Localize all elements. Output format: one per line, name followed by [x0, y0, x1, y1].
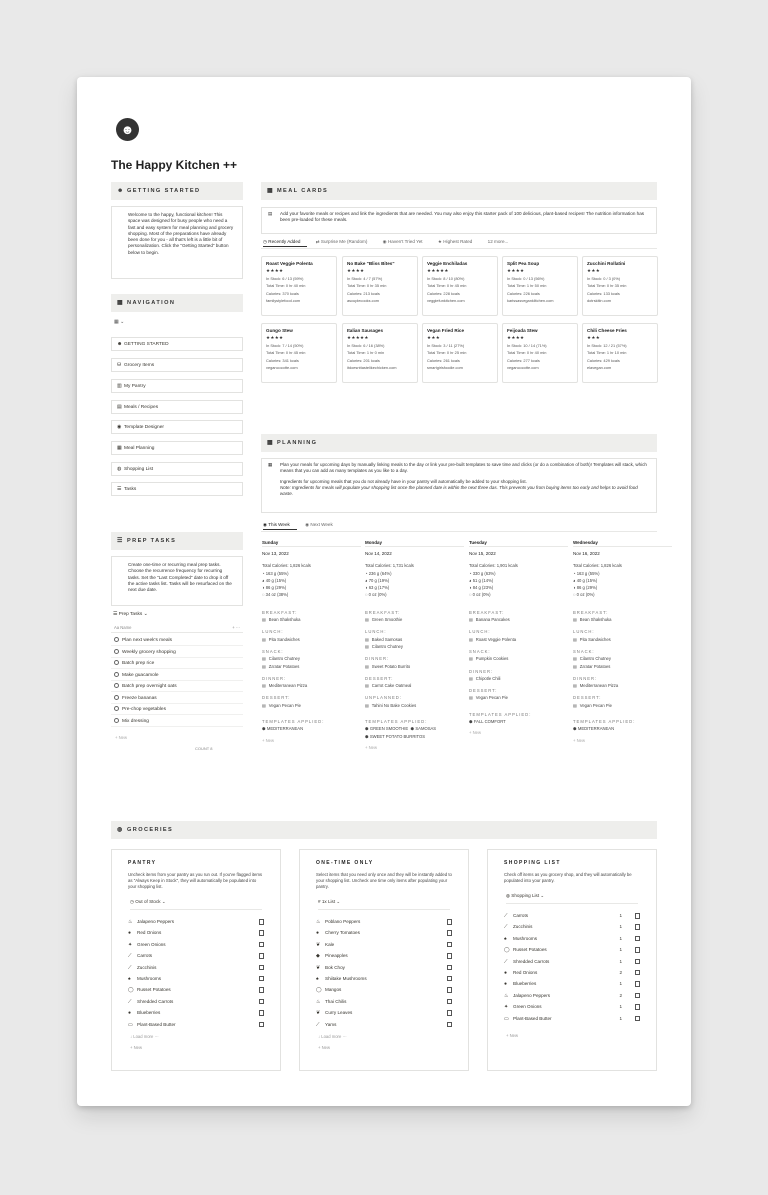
recipe-icon: ▤	[117, 404, 122, 410]
onion-icon: ✦	[128, 941, 133, 948]
pantry-panel: PANTRY Uncheck items from your pantry as you run out. If you've flagged items as "Always Keep in Stock", they will automatically be populated into your shopping list. ◷ Out of Stock ⌄ ♨ Jalapeno Peppers ● Red Onions ✦ Green Onions ⟋ Carrots ⟋ Zucchinis ♠ Mushrooms ◯ Russet Potatoes ⟋ Shredded Carrots ● Blueberries ▭ Plant-Based Butter ↓ Load more ··· + New	[111, 849, 281, 1071]
calendar-icon: ▦	[117, 445, 122, 451]
onetime-item[interactable]: ♠ Shiitake Mushrooms	[316, 973, 452, 984]
tab-recently-added[interactable]: ◷ Recently Added	[263, 239, 307, 247]
meal-cards-tabs	[263, 239, 515, 245]
pantry-item[interactable]: ▭ Plant-Based Butter	[128, 1019, 264, 1030]
checkbox[interactable]	[259, 976, 265, 982]
grocery-icon: ⛁	[117, 362, 122, 368]
smiley-icon: ☻	[116, 118, 139, 141]
carrot-icon: ⟋	[128, 998, 132, 1005]
nav-getting-started[interactable]: ☻ GETTING STARTED	[111, 337, 243, 351]
smile-icon: ☻	[117, 341, 123, 347]
checkbox[interactable]	[259, 1010, 265, 1016]
getting-started-text: Welcome to the happy, functional kitchen! This space was designed for busy people who need a fast and easy system for meal planning and grocery shopping. Most of the preparations have already been done for you - all that's left is a little bit of personalization. Click the "Getting Started" button below to begin.	[111, 206, 243, 279]
carrot-icon: ⟋	[504, 913, 508, 919]
meal-cards-header: ▦ MEAL CARDS	[261, 182, 657, 200]
nav-shopping-list[interactable]: ◍ Shopping List	[111, 462, 243, 476]
onetime-item[interactable]: ❦ Bok Choy	[316, 962, 452, 973]
tomato-icon: ●	[316, 930, 320, 937]
tasks-icon: ☰	[117, 486, 122, 492]
task-item[interactable]: Batch prep overnight oats	[111, 681, 243, 692]
carrot-icon: ⟋	[504, 958, 508, 965]
planning-tabs	[263, 522, 347, 528]
shopping-item[interactable]: ● Blueberries 1	[504, 978, 640, 989]
shopping-list-panel: SHOPPING LIST Check off items as you grocery shop, and they will automatically be populated into your pantry. ◍ Shopping List ⌄ ⟋ Carrots 1 ⟋ Zucchinis 1 ♠ Mushrooms 1 ◯ Russet Potatoes 1 ⟋ Shredded Carrots 1 ● Red Onions 2 ● Blueberries 1 ♨ Jalapeno Peppers 2 ✦ Green Onions 1 ▭ Plant-Based Butter 1 + New	[487, 849, 657, 1071]
pepper-icon: ♨	[504, 992, 509, 999]
onetime-item[interactable]: ♨ Thai Chilis	[316, 996, 452, 1007]
day-column-tuesday[interactable]: Tuesday Nov 15, 2022 Total Calories: 1,901 kcals ◔ 330 g (63%) ◕ 51 g (14%) ◑ 84 g (23%) ◌ 0 oz (0%) BREAKFAST: ▤ Banana Pancakes LUNCH: ▤ Roast Veggie Polenta SNACK: ▤ Pumpkin Cookies DINNER: ▤ Chipotle Chili DESSERT: ▤ Vegan Pecan Pie TEMPLATES APPLIED: ⬢ FALL COMFORT + New	[469, 538, 568, 737]
shopping-item[interactable]: ♠ Mushrooms 1	[504, 933, 640, 944]
onion-icon: ✦	[504, 1004, 509, 1011]
potato-icon: ◯	[128, 987, 134, 994]
yam-icon: ⟋	[316, 1021, 320, 1028]
new-item-button[interactable]: + New	[506, 1032, 518, 1038]
mushroom-icon: ♠	[316, 975, 319, 982]
shopping-item[interactable]: ⟋ Carrots 1	[504, 910, 640, 921]
checkbox-icon[interactable]	[114, 683, 119, 688]
planning-tabs-divider	[261, 531, 657, 532]
checkbox[interactable]	[259, 999, 265, 1005]
carrot-icon: ⟋	[128, 953, 132, 960]
meal-card[interactable]: Veggie Enchiladas ★★★★★ In Stock: 8 / 10 (80%) Total Time: 0 hr 45 min Calories: 228 kcals veggiefunkitchen.com	[422, 256, 498, 316]
prep-tasks-text: Create one-time or recurring meal prep tasks. Choose the recurrence frequency for recurring tasks. Set the "Last Completed" date to drop it off the active tasks list. Tasks will be resurfaced on the next due date.	[111, 556, 243, 606]
groceries-header: ◍ GROCERIES	[111, 821, 657, 839]
checkbox-icon[interactable]	[114, 660, 119, 665]
checkbox[interactable]	[447, 942, 453, 948]
mango-icon: ◯	[316, 987, 322, 994]
tab-more[interactable]: 12 more...	[487, 239, 509, 244]
meal-card[interactable]: Zucchini Rollatini ★★★ In Stock: 0 / 3 (0%) Total Time: 0 hr 35 min Calories: 133 kcals dotrskitin.com	[582, 256, 658, 316]
checkbox-icon[interactable]	[114, 718, 119, 723]
task-item[interactable]: Plan next week's meals	[111, 635, 243, 646]
onion-icon: ●	[128, 930, 132, 937]
shopping-view-selector[interactable]: ◍ Shopping List ⌄	[506, 893, 638, 904]
checkbox[interactable]	[259, 987, 265, 993]
one-time-panel: ONE-TIME ONLY Select items that you need only once and they will be instantly added to your shopping list. Uncheck one time only items after populating your pantry. # 1x List ⌄ ♨ Poblano Peppers ● Cherry Tomatoes ❦ Kale ◆ Pineapples ❦ Bok Choy ♠ Shiitake Mushrooms ◯ Mangos ♨ Thai Chilis ❦ Curry Leaves ⟋ Yams ↓ Load more ··· + New	[299, 849, 469, 1071]
checkbox[interactable]	[259, 953, 265, 959]
checkbox[interactable]	[447, 1010, 453, 1016]
berry-icon: ●	[128, 1010, 132, 1017]
basket-icon: ◍	[117, 827, 123, 833]
navigation-header: ▦ NAVIGATION	[111, 294, 243, 312]
checkbox-icon[interactable]	[114, 649, 119, 654]
checkbox[interactable]	[635, 924, 641, 930]
planning-text: ▦ Plan your meals for upcoming days by manually linking meals to the day or link your pre-built templates to save time and clicks (or do a combination of both)! Templates will stack, which means that you can add as many templates as you like to a day. Ingredients for upcoming meals that you do not already have in your pantry will automatically be added to your shopping list. Note: Ingredients for meals will populate your shopping list once the planned date is within the next three das. This prevents you from buying items too early and helps to avoid food waste.	[261, 458, 657, 513]
kale-icon: ❦	[316, 941, 321, 948]
onetime-item[interactable]: ⟋ Yams	[316, 1019, 452, 1030]
pantry-item[interactable]: ♠ Mushrooms	[128, 973, 264, 984]
onetime-item[interactable]: ◆ Pineapples	[316, 950, 452, 961]
checkbox[interactable]	[259, 942, 265, 948]
zucchini-icon: ⟋	[504, 924, 508, 931]
meal-card[interactable]: Italian Sausages ★★★★★ In Stock: 6 / 16 (38%) Total Time: 1 hr 0 min Calories: 201 kcals itdoesnttastelikechicken.com	[342, 323, 418, 383]
checkbox[interactable]	[635, 993, 641, 999]
tab-next-week[interactable]: ◉ Next Week	[305, 522, 333, 527]
task-item[interactable]: Batch prep rice	[111, 658, 243, 669]
checkbox-icon[interactable]	[114, 637, 119, 642]
checkbox[interactable]	[447, 965, 453, 971]
pantry-item[interactable]: ⟋ Shredded Carrots	[128, 996, 264, 1007]
view-icon[interactable]: ▦ ⌄	[114, 319, 125, 325]
meal-card[interactable]: Feijoada Stew ★★★★ In Stock: 10 / 14 (71%) Total Time: 0 hr 40 min Calories: 277 kcals vegancocotte.com	[502, 323, 578, 383]
checkbox[interactable]	[259, 965, 265, 971]
onetime-item[interactable]: ♨ Poblano Peppers	[316, 916, 452, 927]
pantry-item[interactable]: ● Blueberries	[128, 1007, 264, 1018]
checkbox[interactable]	[447, 953, 453, 959]
zucchini-icon: ⟋	[128, 964, 132, 971]
load-more-button[interactable]: ↓ Load more ···	[130, 1033, 159, 1039]
checkbox[interactable]	[447, 930, 453, 936]
shopping-item[interactable]: ⟋ Shredded Carrots 1	[504, 956, 640, 967]
list-icon: ☰	[117, 538, 123, 544]
pantry-item[interactable]: ⟋ Zucchinis	[128, 962, 264, 973]
new-item-button[interactable]: + New	[318, 1044, 330, 1050]
prep-tasks-column-header: Aa Name + ···	[111, 623, 243, 633]
checkbox[interactable]	[635, 959, 641, 965]
meal-cards-text: ▤ Add your favorite meals or recipes and link the ingredients that are needed. You may also enjoy this starter pack of 100 delicious, plant-based recipes! The nutrition information has been pre-loaded for these meals.	[261, 207, 657, 234]
checkbox[interactable]	[635, 913, 641, 919]
shopping-item[interactable]: ◯ Russet Potatoes 1	[504, 944, 640, 955]
onetime-view-selector[interactable]: # 1x List ⌄	[318, 899, 450, 910]
getting-started-header: ☻ GETTING STARTED	[111, 182, 243, 200]
day-column-monday[interactable]: Monday Nov 14, 2022 Total Calories: 1,731 kcals ◔ 236 g (64%) ◕ 70 g (19%) ◑ 63 g (17%) ◌ 0 oz (0%) BREAKFAST: ▤ Green Smoothie LUNCH: ▤ Baked Samosas ▤ Cilantro Chutney DINNER: ▤ Sweet Potato Burrito DESSERT: ▤ Carrot Cake Oatmeal UNPLANNED: ▤ Tahini No Bake Cookies TEMPLATES APPLIED: ⬢ GREEN SMOOTHIE ⬢ SAMOSAS ⬢ SWEET POTATO BURRITOS + New	[365, 538, 464, 751]
checkbox[interactable]	[635, 970, 641, 976]
page-title: The Happy Kitchen ++	[111, 158, 238, 172]
task-item[interactable]: Pre-chop vegetables	[111, 704, 243, 715]
nav-meals-recipes[interactable]: ▤ Meals / Recipes	[111, 400, 243, 414]
pepper-icon: ♨	[316, 919, 321, 925]
checkbox[interactable]	[635, 936, 641, 942]
checkbox[interactable]	[635, 981, 641, 987]
pantry-item[interactable]: ♨ Jalapeno Peppers	[128, 916, 264, 927]
meal-card[interactable]: Gungo Stew ★★★★ In Stock: 7 / 14 (50%) Total Time: 0 hr 45 min Calories: 341 kcals vegancocotte.com	[261, 323, 337, 383]
planning-header: ▦ PLANNING	[261, 434, 657, 452]
meal-card[interactable]: No Bake "Bliss Bites" ★★★★ In Stock: 4 / 7 (57%) Total Time: 0 hr 35 min Calories: 213 kcals ascuplecooks.com	[342, 256, 418, 316]
checkbox-icon[interactable]	[114, 706, 119, 711]
pantry-view-selector[interactable]: ◷ Out of Stock ⌄	[130, 899, 262, 910]
nav-meal-planning[interactable]: ▦ Meal Planning	[111, 441, 243, 455]
butter-icon: ▭	[504, 1015, 509, 1022]
template-icon: ◉	[117, 424, 122, 430]
checkbox[interactable]	[259, 919, 265, 925]
checkbox[interactable]	[447, 1022, 453, 1028]
tab-surprise-me[interactable]: ⇄ Surprise Me (Random)	[315, 239, 368, 244]
meal-card[interactable]: Chili Cheese Fries ★★★ In Stock: 12 / 21 (57%) Total Time: 1 hr 10 min Calories: 429 kcals elavegan.com	[582, 323, 658, 383]
meal-card[interactable]: Roast Veggie Polenta ★★★★ In Stock: 6 / 13 (59%) Total Time: 0 hr 40 min Calories: 370 kcals familystylefood.com	[261, 256, 337, 316]
checkbox-icon[interactable]	[114, 695, 119, 700]
meal-card[interactable]: Split Pea Soup ★★★★ In Stock: 0 / 13 (56%) Total Time: 1 hr 50 min Calories: 226 kcals karissasveganklitchen.com	[502, 256, 578, 316]
checkbox[interactable]	[447, 999, 453, 1005]
smile-icon: ☻	[117, 188, 124, 194]
onetime-item[interactable]: ❦ Curry Leaves	[316, 1007, 452, 1018]
pepper-icon: ♨	[128, 919, 133, 925]
calendar-icon: ▦	[268, 462, 273, 467]
pantry-icon: ▥	[117, 383, 122, 389]
pantry-item[interactable]: ● Red Onions	[128, 927, 264, 938]
meal-card[interactable]: Vegan Fried Rice ★★★ In Stock: 3 / 11 (27%) Total Time: 0 hr 25 min Calories: 261 kcals smartgirlsfoodie.com	[422, 323, 498, 383]
shopping-item[interactable]: ● Red Onions 2	[504, 967, 640, 978]
checkbox[interactable]	[259, 1022, 265, 1028]
page	[77, 77, 691, 1106]
onion-icon: ●	[504, 969, 508, 976]
onetime-item[interactable]: ● Cherry Tomatoes	[316, 927, 452, 938]
new-item-button[interactable]: + New	[130, 1044, 142, 1050]
tab-havent-tried[interactable]: ◉ Haven't Tried Yet	[382, 239, 423, 244]
tab-this-week[interactable]: ◉ This Week	[263, 522, 297, 530]
add-column-icon[interactable]: + ···	[232, 625, 240, 630]
pantry-item[interactable]: ⟋ Carrots	[128, 950, 264, 961]
nav-template-designer[interactable]: ◉ Template Designer	[111, 420, 243, 434]
checkbox[interactable]	[635, 1016, 641, 1022]
load-more-button[interactable]: ↓ Load more ···	[318, 1033, 347, 1039]
task-item[interactable]: Weekly grocery shopping	[111, 647, 243, 658]
task-item[interactable]: Mix dressing	[111, 716, 243, 727]
cart-icon: ◍	[117, 466, 122, 472]
tabs-divider	[261, 248, 657, 249]
shopping-item[interactable]: ▭ Plant-Based Butter 1	[504, 1013, 640, 1024]
potato-icon: ◯	[504, 947, 510, 954]
nav-tasks[interactable]: ☰ Tasks	[111, 482, 243, 496]
prep-tasks-view[interactable]: ☰ Prep Tasks ⌄	[113, 612, 148, 617]
checkbox[interactable]	[635, 1004, 641, 1010]
cards-icon: ▦	[267, 188, 273, 194]
shopping-item[interactable]: ✦ Green Onions 1	[504, 1001, 640, 1012]
onetime-item[interactable]: ❦ Kale	[316, 939, 452, 950]
checkbox[interactable]	[447, 919, 453, 925]
pantry-item[interactable]: ✦ Green Onions	[128, 939, 264, 950]
bok-choy-icon: ❦	[316, 964, 321, 971]
task-count: COUNT 8	[195, 746, 213, 751]
leaf-icon: ❦	[316, 1010, 321, 1017]
tab-highest-rated[interactable]: ★ Highest Rated	[437, 239, 473, 244]
checkbox[interactable]	[259, 930, 265, 936]
new-task-button[interactable]: + New	[115, 735, 127, 740]
checkbox[interactable]	[635, 947, 641, 953]
nav-grocery-items[interactable]: ⛁ Grocery Items	[111, 358, 243, 372]
task-item[interactable]: Make guacamole	[111, 670, 243, 681]
day-column-wednesday[interactable]: Wednesday Nov 16, 2022 Total Calories: 1,826 kcals ◔ 163 g (55%) ◕ 40 g (15%) ◑ 86 g (29%) ◌ 0 oz (0%) BREAKFAST: ▤ Bean Shakshuka LUNCH: ▤ Pita Sandwiches SNACK: ▤ Cilantro Chutney ▤ Za'atar Potatoes DINNER: ▤ Mediterranean Pizza DESSERT: ▤ Vegan Pecan Pie TEMPLATES APPLIED: ⬢ MEDITERRANEAN + New	[573, 538, 672, 744]
grid-icon: ▦	[117, 300, 123, 306]
shopping-item[interactable]: ⟋ Zucchinis 1	[504, 921, 640, 932]
mushroom-icon: ♠	[504, 935, 507, 942]
shopping-item[interactable]: ♨ Jalapeno Peppers 2	[504, 990, 640, 1001]
task-item[interactable]: Freeze bananas	[111, 693, 243, 704]
day-column-sunday[interactable]: Sunday Nov 13, 2022 Total Calories: 1,826 kcals ◔ 163 g (55%) ◕ 40 g (15%) ◑ 86 g (29%) ◌ 34 oz (38%) BREAKFAST: ▤ Bean Shakshuka LUNCH: ▤ Pita Sandwiches SNACK: ▤ Cilantro Chutney ▤ Za'atar Potatoes DINNER: ▤ Mediterranean Pizza DESSERT: ▤ Vegan Pecan Pie TEMPLATES APPLIED: ⬢ MEDITERRANEAN + New	[262, 538, 361, 744]
prep-tasks-header: ☰ PREP TASKS	[111, 532, 243, 550]
pineapple-icon: ◆	[316, 953, 320, 960]
note-icon: ▤	[268, 211, 273, 216]
calendar-icon: ▦	[267, 440, 273, 446]
pantry-item[interactable]: ◯ Russet Potatoes	[128, 984, 264, 995]
mushroom-icon: ♠	[128, 975, 131, 982]
onetime-item[interactable]: ◯ Mangos	[316, 984, 452, 995]
chili-icon: ♨	[316, 998, 321, 1005]
checkbox[interactable]	[447, 987, 453, 993]
berry-icon: ●	[504, 981, 508, 988]
checkbox[interactable]	[447, 976, 453, 982]
nav-my-pantry[interactable]: ▥ My Pantry	[111, 379, 243, 393]
butter-icon: ▭	[128, 1021, 133, 1028]
checkbox-icon[interactable]	[114, 672, 119, 677]
